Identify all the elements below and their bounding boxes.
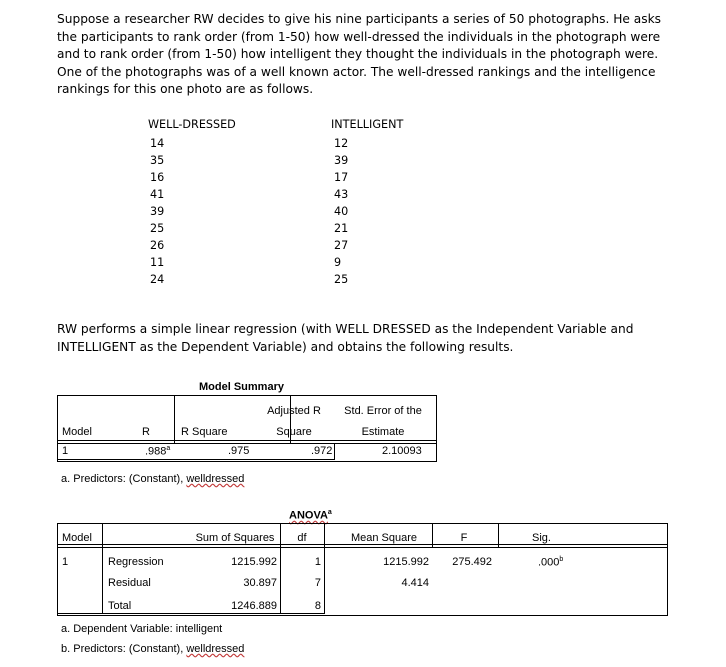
ms-row-rsq: .975 (228, 445, 250, 457)
ms-header-adj2: Square (276, 426, 312, 438)
anova-title: ANOVA$^a$ (289, 509, 332, 522)
anova-row-ss: 1215.992 (231, 556, 277, 568)
col-divider (174, 396, 175, 444)
anova-model-num: 1 (62, 556, 69, 568)
well-dressed-value: 11 (150, 256, 165, 269)
well-dressed-value: 14 (150, 137, 165, 150)
col-divider (498, 524, 499, 548)
well-dressed-value: 41 (150, 188, 165, 201)
anova-row-sig: .000$^b$ (538, 556, 564, 569)
model-summary-title: Model Summary (199, 381, 284, 393)
anova-header-f: F (460, 532, 468, 544)
anova-header-df: df (297, 532, 307, 544)
ms-header-rsq: R Square (181, 426, 228, 438)
header-rule (58, 547, 667, 548)
anova-row-ms: 4.414 (401, 577, 429, 589)
header-rule (58, 443, 436, 444)
ms-header-se2: Estimate (361, 426, 405, 438)
intelligent-value: 25 (334, 273, 349, 286)
row-rule (58, 459, 334, 460)
anova-row-label: Regression (108, 556, 164, 568)
anova-row-ms: 1215.992 (383, 556, 429, 568)
anova-header-sig: Sig. (532, 532, 551, 544)
anova-row-df: 1 (314, 556, 321, 568)
ms-header-model: Model (62, 426, 92, 438)
anova-footnote-a: a. Dependent Variable: intelligent (61, 623, 223, 635)
anova-row-label: Residual (108, 577, 151, 589)
well-dressed-value: 24 (150, 273, 165, 286)
ms-row-se: 2.10093 (382, 445, 422, 457)
regression-paragraph: RW performs a simple linear regression (with WELL DRESSED as the Independent Variable and INTELLIGENT as the Dependent Variable) and obtains the following results. (57, 322, 634, 354)
intelligent-header: INTELLIGENT (331, 118, 404, 131)
intelligent-column (331, 115, 403, 288)
well-dressed-value: 35 (150, 154, 165, 167)
intelligent-value: 9 (334, 256, 342, 269)
intro-paragraph: Suppose a researcher RW decides to give his nine participants a series of 50 photographs. He asks the participants to rank order (from 1-50) how well-dressed the individuals in the photograph were and to rank order (from 1-50) how intelligent they thought the individuals in the photograph were. One of the photographs was of a well known actor. The well-dressed rankings and the intelligence rankings for this one photo are as follows. (57, 12, 661, 97)
anova-row-ss: 30.897 (243, 577, 277, 589)
ms-row-adj: .972 (311, 445, 333, 457)
anova-row-df: 8 (314, 600, 321, 612)
ms-header-se1: Std. Error of the (344, 405, 422, 417)
intelligent-value: 39 (334, 154, 349, 167)
ms-footnote: a. Predictors: (Constant), welldressed (61, 473, 245, 485)
anova-row-df: 7 (314, 577, 321, 589)
row-rule (58, 613, 324, 614)
anova-table (57, 523, 668, 616)
ms-row-r: .988$^a$ (145, 445, 171, 458)
anova-row-ss: 1246.889 (231, 600, 277, 612)
header-rule (58, 440, 436, 441)
anova-header-ms: Mean Square (350, 532, 418, 544)
ms-header-r: R (142, 426, 150, 438)
anova-footnote-b: b. Predictors: (Constant), welldressed (61, 643, 245, 655)
well-dressed-value: 25 (150, 222, 165, 235)
intelligent-value: 21 (334, 222, 349, 235)
anova-header-ss: Sum of Squares (195, 532, 275, 544)
well-dressed-value: 16 (150, 171, 165, 184)
col-divider (324, 524, 325, 614)
well-dressed-value: 39 (150, 205, 165, 218)
col-divider (102, 524, 103, 614)
intelligent-value: 43 (334, 188, 349, 201)
ms-header-adj1: Adjusted R (267, 405, 321, 417)
intelligent-value: 12 (334, 137, 349, 150)
col-divider (334, 444, 335, 460)
intelligent-value: 40 (334, 205, 349, 218)
well-dressed-value: 26 (150, 239, 165, 252)
well-dressed-header: WELL-DRESSED (148, 118, 236, 131)
anova-row-f: 275.492 (452, 556, 492, 568)
anova-row-label: Total (108, 600, 132, 612)
header-rule (58, 544, 667, 545)
intelligent-value: 27 (334, 239, 349, 252)
well-dressed-column (148, 115, 236, 288)
model-summary-table (57, 395, 437, 462)
ms-row-model: 1 (62, 445, 69, 457)
intelligent-value: 17 (334, 171, 349, 184)
anova-header-model: Model (62, 532, 92, 544)
